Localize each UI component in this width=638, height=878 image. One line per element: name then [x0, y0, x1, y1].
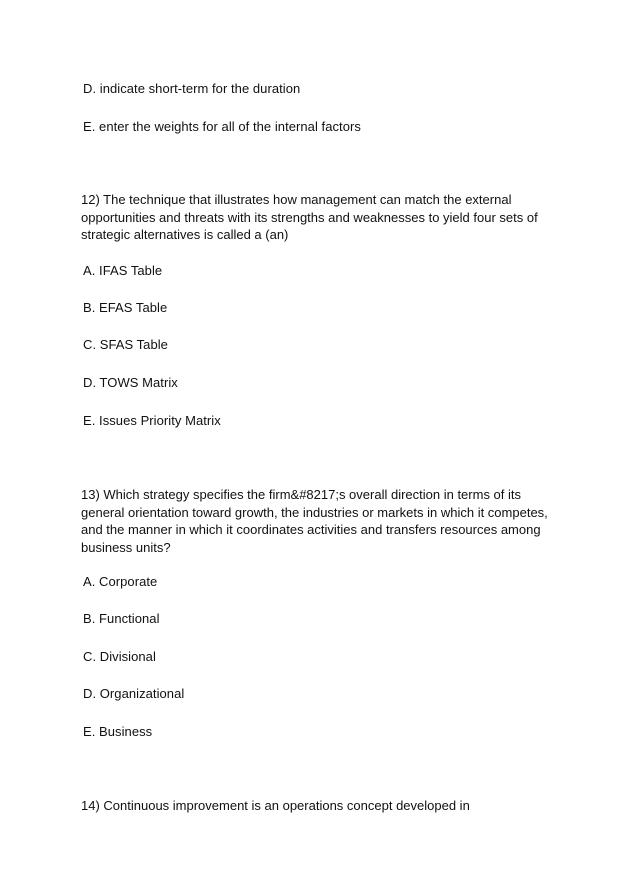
- question-13-line: and the manner in which it coordinates activities and transfers resources among: [81, 522, 541, 537]
- q12-option-d: D. TOWS Matrix: [83, 375, 178, 390]
- q13-option-d: D. Organizational: [83, 686, 185, 701]
- q12-option-c: C. SFAS Table: [83, 337, 168, 352]
- question-14: [81, 797, 561, 815]
- question-12-line: opportunities and threats with its strengths and weaknesses to yield four sets of: [81, 209, 538, 225]
- question-12-line: strategic alternatives is called a (an): [81, 227, 289, 242]
- prev-option-e: E. enter the weights for all of the internal factors: [83, 119, 361, 134]
- question-13-line: general orientation toward growth, the industries or markets in which it competes,: [81, 504, 548, 520]
- question-12: [81, 191, 561, 244]
- question-14-line: 14) Continuous improvement is an operations concept developed in: [81, 798, 470, 813]
- prev-option-d: D. indicate short-term for the duration: [83, 81, 301, 96]
- q12-option-e: E. Issues Priority Matrix: [83, 413, 221, 428]
- question-13-line: business units?: [81, 539, 171, 555]
- question-13: [81, 486, 561, 556]
- q13-option-c: C. Divisional: [83, 649, 156, 664]
- question-12-line: 12) The technique that illustrates how management can match the external: [81, 192, 512, 207]
- q13-option-e: E. Business: [83, 724, 153, 739]
- q12-option-b: B. EFAS Table: [83, 300, 168, 315]
- q13-option-a: A. Corporate: [83, 574, 158, 589]
- q12-option-a: A. IFAS Table: [83, 263, 163, 278]
- q13-option-b: B. Functional: [83, 611, 160, 626]
- question-13-line: 13) Which strategy specifies the firm&#8217;s overall direction in terms of its: [81, 487, 522, 502]
